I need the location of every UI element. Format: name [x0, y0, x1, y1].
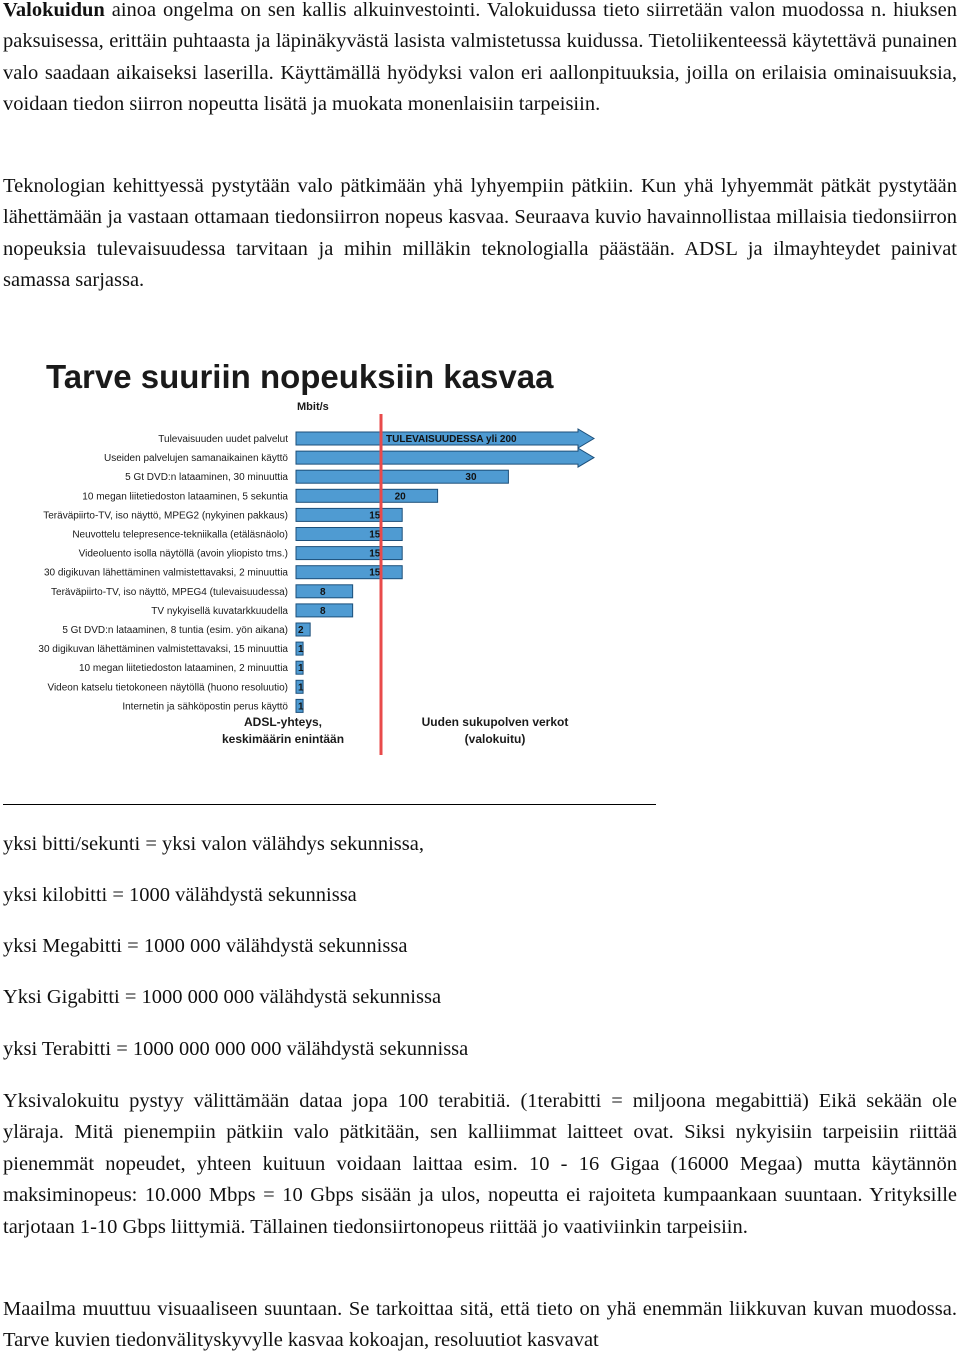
- definition-line: yksi Megabitti = 1000 000 välähdystä sekunnissa: [3, 935, 408, 957]
- bar-value-label: 8: [320, 605, 326, 617]
- fiber-zone-label-line: (valokuitu): [464, 732, 526, 746]
- adsl-zone-label: [222, 715, 344, 746]
- category-label: Teräväpiirto-TV, iso näyttö, MPEG2 (nykyinen pakkaus): [43, 510, 288, 522]
- bar: [296, 528, 402, 541]
- bar-value-label: 1: [298, 644, 304, 656]
- category-labels: [38, 434, 288, 712]
- bar-value-label: 8: [320, 586, 326, 598]
- bar-value-label: 2: [298, 625, 304, 636]
- definition-line: yksi Terabitti = 1000 000 000 000 välähdystä sekunnissa: [3, 1038, 469, 1060]
- bar: [296, 489, 438, 502]
- chart-bars: [296, 429, 594, 712]
- category-label: 30 digikuvan lähettäminen valmistettavaksi, 2 minuuttia: [43, 567, 288, 579]
- definition-line: yksi bitti/sekunti = yksi valon välähdys sekunnissa,: [3, 833, 424, 855]
- bar-value-label: 1: [298, 682, 304, 694]
- category-label: Teräväpiirto-TV, iso näyttö, MPEG4 (tulevaisuudessa): [51, 586, 288, 598]
- definition-line: Yksi Gigabitti = 1000 000 000 välähdystä sekunnissa: [3, 986, 442, 1008]
- category-label: Tulevaisuuden uudet palvelut: [158, 434, 288, 445]
- category-label: Videon katselu tietokoneen näytöllä (huono resoluutio): [47, 682, 288, 694]
- bar-value-label: 15: [369, 567, 381, 579]
- bar-value-label: 15: [369, 510, 381, 522]
- fiber-zone-label: [422, 715, 569, 746]
- intro-paragraph: [3, 0, 957, 121]
- paragraph-2: Teknologian kehittyessä pystytään valo pätkimään yhä lyhyempiin pätkiin. Kun yhä lyhyemmät pätkät pystytään lähettämään ja vastaan ottamaan tiedonsiirron nopeus kasvaa. Seuraava kuvio havainnollistaa millaisia tiedonsiirron nopeuksia tulevaisuudessa tarvitaan ja mihin milläkin teknologialla päästään. ADSL ja ilmayhteydet painivat samassa sarjassa.: [3, 175, 957, 292]
- bar-value-label: 20: [394, 491, 406, 503]
- category-label: 5 Gt DVD:n lataaminen, 30 minuuttia: [125, 472, 288, 484]
- category-label: Internetin ja sähköpostin perus käyttö: [122, 701, 288, 713]
- chart-unit-label: Mbit/s: [297, 401, 329, 413]
- intro-text: ainoa ongelma on sen kallis alkuinvestointi. Valokuidussa tieto siirretään valon muodossa n. hiuksen paksuisessa, erittäin puhtaasta ja läpinäkyvästä lasista valmistetussa kuidussa. Tietoliikenteessä käytettävä punainen valo saadaan aikaiseksi laserilla. Käyttämällä hyödyksi valon eri aallonpituuksia, joilla on erilaisia ominaisuuksia, voidaan tiedon siirron nopeutta lisätä ja muokata monenlaisiin tarpeisiin.: [3, 0, 957, 116]
- bar: [296, 470, 508, 483]
- bar: [296, 566, 402, 579]
- bar-value-label: 15: [369, 548, 381, 560]
- intro-bold-lead: Valokuidun: [3, 0, 105, 21]
- adsl-zone-label-line: ADSL-yhteys,: [243, 715, 323, 729]
- paragraph-3: Yksivalokuitu pystyy välittämään dataa jopa 100 terabitiä. (1terabitti = miljoona megabittiä) Eikä sekään ole yläraja. Mitä pienempiin pätkiin valo pätkitään, sen kalliimmat laitteet ovat. Siksi nykyisiin tarpeisiin riittää pienemmät nopeudet, yhteen kuituun voidaan laittaa esim. 10 - 16 Gigaa (16000 Megaa) mutta käytännön maksiminopeus: 10.000 Mbps = 10 Gbps sisään ja ulos, nopeutta ei rajoiteta kumpaankaan suuntaan. Yrityksille tarjotaan 1-10 Gbps liittymiä. Tällainen tiedonsiirtonopeus riittää jo vaativiinkin tarpeisiin.: [3, 1090, 957, 1238]
- category-label: 10 megan liitetiedoston lataaminen, 5 sekuntia: [82, 491, 288, 503]
- definition-line: yksi kilobitti = 1000 välähdystä sekunnissa: [3, 884, 357, 906]
- category-label: Useiden palvelujen samanaikainen käyttö: [103, 453, 288, 465]
- category-label: Videoluento isolla näytöllä (avoin yliopisto tms.): [78, 548, 288, 560]
- bar-value-label: 15: [369, 529, 381, 541]
- bar-value-label: 1: [298, 663, 304, 675]
- category-label: Neuvottelu telepresence-tekniikalla (etäläsnäolo): [72, 529, 288, 541]
- adsl-zone-label-line: keskimäärin enintään: [221, 732, 345, 746]
- arrow-label: TULEVAISUUDESSA yli 200: [386, 434, 517, 445]
- fiber-zone-label-line: Uuden sukupolven verkot: [421, 715, 569, 729]
- speed-needs-chart: [0, 330, 620, 760]
- bar: [296, 547, 402, 560]
- category-label: 10 megan liitetiedoston lataaminen, 2 minuuttia: [78, 663, 288, 675]
- category-label: 5 Gt DVD:n lataaminen, 8 tuntia (esim. yön aikana): [62, 625, 288, 636]
- chart-title: Tarve suuriin nopeuksiin kasvaa: [46, 358, 554, 395]
- bar-value-label: 1: [298, 701, 304, 713]
- bar-arrow: [296, 448, 594, 467]
- separator-rule: [3, 804, 656, 805]
- category-label: 30 digikuvan lähettäminen valmistettavaksi, 15 minuuttia: [38, 644, 288, 656]
- paragraph-4: Maailma muuttuu visuaaliseen suuntaan. Se tarkoittaa sitä, että tieto on yhä enemmän liikkuvan kuvan muodossa. Tarve kuvien tiedonvälityskyvylle kasvaa kokoajan, resoluutiot kasvavat: [3, 1298, 957, 1352]
- category-label: TV nykyisellä kuvatarkkuudella: [151, 605, 288, 617]
- bar: [296, 508, 402, 521]
- bar-value-label: 30: [465, 472, 477, 484]
